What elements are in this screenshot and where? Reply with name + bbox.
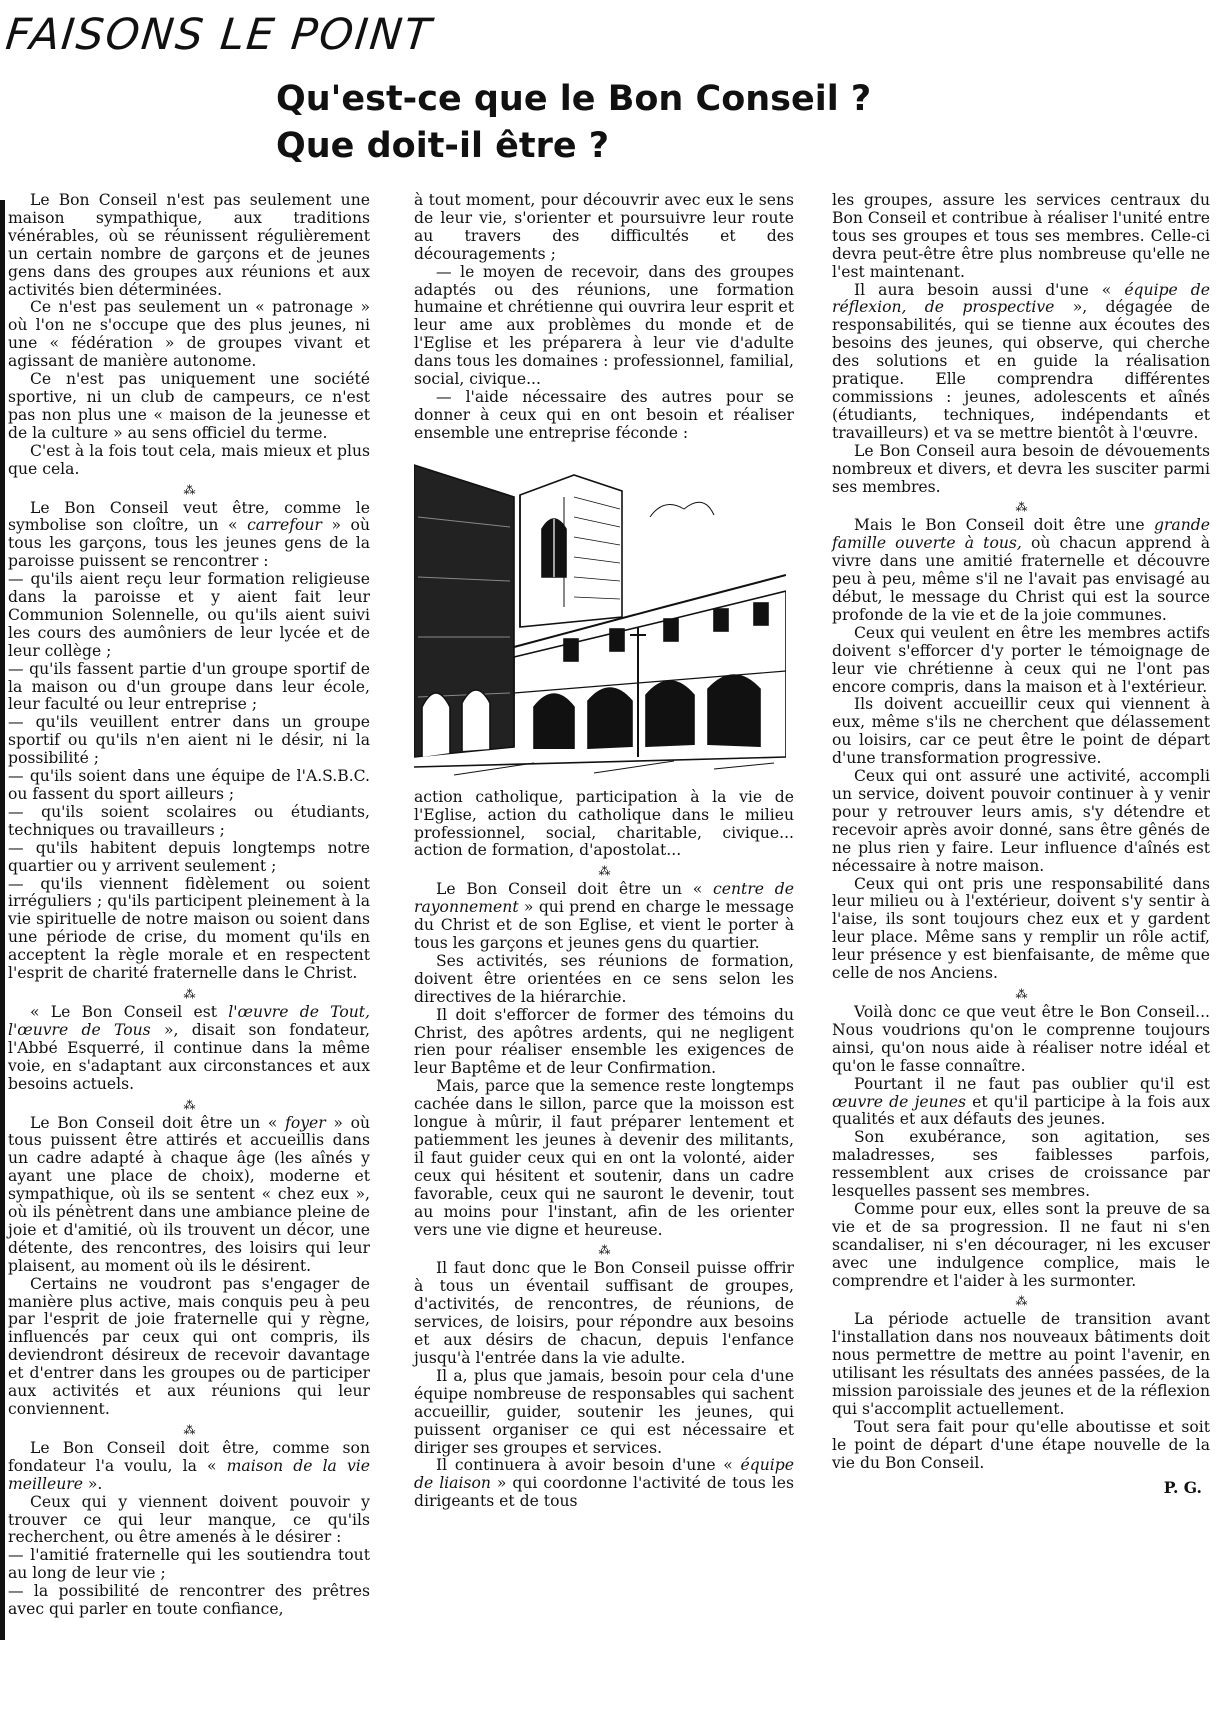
list-item: — le moyen de recevoir, dans des groupes adaptés ou des réunions, une formation humaine et chrétienne qui ouvrira leur esprit et leur ame aux problèmes du monde et de l'Eglise et les préparera à leur vie d'adulte dans tous les domaines : professionnel, familial, social, civique...	[414, 262, 794, 389]
paragraph: « Le Bon Conseil est l'œuvre de Tout, l'œuvre de Tous », disait son fondateur, l'Abbé Esquerré, il continue dans la même voie, en s'adaptant aux circonstances et aux besoins actuels.	[8, 1002, 370, 1093]
paragraph: Mais, parce que la semence reste longtemps cachée dans le sillon, parce que la moisson est longue à mûrir, il faut préparer lentement et patiemment les jeunes à devenir des militants, il faut guider ceux qui en ont la volonté, aider ceux qui hésitent et soutenir, dans un cadre favorable, ceux qui ne sauront le devenir, tout au moins pour l'instant, afin de les orienter vers une vie digne et heureuse.	[414, 1077, 794, 1239]
list-item: — l'aide nécessaire des autres pour se donner à ceux qui en ont besoin et réaliser ensemble une entreprise féconde :	[414, 387, 794, 442]
signature: P. G.	[1163, 1477, 1202, 1497]
paragraph: Le Bon Conseil doit être un « centre de rayonnement » qui prend en charge le message du Christ et de son Eglise, et vient le porter à tous les garçons et jeunes gens du quartier.	[414, 880, 795, 953]
asterism-icon: ⁂	[1015, 1294, 1027, 1309]
paragraph: Ceux qui y viennent doivent pouvoir y trouver ce qui leur manque, ce qu'ils recherchent, ou être amenés à le désirer :	[8, 1492, 370, 1547]
paragraph: Il faut donc que le Bon Conseil puisse offrir à tous un éventail suffisant de groupes, d'activités, de rencontres, de réunions, de services, de loisirs, pour répondre aux besoins et aux désirs de chacun, depuis l'enfance jusqu'à l'entrée dans la vie adulte.	[414, 1259, 794, 1367]
paragraph: Mais le Bon Conseil doit être une grande famille ouverte à tous, où chacun apprend à vivre dans une amitié fraternelle et découvre peu à peu, même s'il ne l'avait pas envisagé au début, le message du Christ qui est la source profonde de la vie et de la joie communes.	[832, 516, 1210, 624]
list-item: — qu'ils soient dans une équipe de l'A.S.B.C. ou fassent du sport ailleurs ;	[8, 767, 370, 803]
asterism-icon: ⁂	[183, 1097, 195, 1112]
paragraph: action catholique, participation à la vie de l'Eglise, action du catholique dans le milieu professionnel, social, charitable, civique... action de formation, d'apostolat...	[414, 787, 794, 860]
paragraph: Ce n'est pas seulement un « patronage » où l'on ne s'occupe que des plus jeunes, ni une « fédération » de groupes vivant et agissant de manière autonome.	[8, 298, 370, 371]
paragraph: Son exubérance, son agitation, ses maladresses, ses faiblesses parfois, ressemblent aux crises de croissance par lesquelles passent ses membres.	[832, 1128, 1210, 1201]
column-3	[832, 192, 1210, 1497]
headline-line-2: Que doit-il être ?	[276, 126, 610, 166]
paragraph: Il a, plus que jamais, besoin pour cela d'une équipe nombreuse de responsables qui sachent accueillir, guider, soutenir les jeunes, qui puissent organiser ce qui est nécessaire et diriger ses groupes et services.	[414, 1366, 794, 1457]
paragraph: Certains ne voudront pas s'engager de manière plus active, mais conquis peu à peu par l'esprit de joie fraternelle qui y règne, influencés par ceux qui ont compris, ils deviendront désireux de recevoir davantage et d'entrer dans les groupes ou de participer aux activités et aux réunions qui leur conviennent.	[8, 1274, 370, 1418]
cloister-illustration	[414, 457, 786, 779]
column-2	[414, 192, 794, 1511]
list-item: — la possibilité de rencontrer des prêtres avec qui parler en toute confiance,	[8, 1582, 370, 1619]
asterism-icon: ⁂	[1015, 500, 1027, 515]
paragraph: Le Bon Conseil n'est pas seulement une maison sympathique, aux traditions vénérables, où se réunissent régulièrement un certain nombre de garçons et de jeunes gens dans des groupes aux réunions et aux activités bien déterminées.	[8, 191, 370, 299]
paragraph: Il aura besoin aussi d'une « équipe de réflexion, de prospective », dégagée de responsabilités, qui se tienne aux écoutes des besoins des jeunes, qui observe, qui cherche des solutions et en guide la réalisation pratique. Elle comprendra différentes commissions : jeunes, adolescents et aînés (étudiants, techniques, indépendants et travailleurs) et va se mettre bientôt à l'œuvre.	[832, 280, 1211, 442]
paragraph: Ceux qui ont assuré une activité, accompli un service, doivent pouvoir continuer à y venir pour y retrouver leurs amis, s'y détendre et recevoir après avoir donné, sans être gênés de ne plus rien y faire. Leur influence d'aînés est nécessaire à notre maison.	[832, 767, 1210, 875]
paragraph: Le Bon Conseil veut être, comme le symbolise son cloître, un « carrefour » où tous les garçons, tous les jeunes gens de la paroisse puissent se rencontrer :	[8, 498, 370, 571]
paragraph: La période actuelle de transition avant l'installation dans nos nouveaux bâtiments doit nous permettre de mettre au point l'avenir, en utilisant les résultats des années passées, de la mission paroissiale des jeunes et de la réflexion qui s'accomplit actuellement.	[832, 1310, 1210, 1418]
paragraph: Ce n'est pas uniquement une société sportive, ni un club de campeurs, ce n'est pas non plus une « maison de la jeunesse et de la culture » au sens officiel du terme.	[8, 370, 370, 442]
asterism-icon: ⁂	[183, 1422, 195, 1437]
paragraph: les groupes, assure les services centraux du Bon Conseil et contribue à réaliser l'unité entre tous ses groupes et tous ses membres. Celle-ci devra peut-être être plus nombreuse qu'elle ne l'est maintenant.	[832, 191, 1210, 281]
paragraph: à tout moment, pour découvrir avec eux le sens de leur vie, s'orienter et poursuivre leur route au travers des difficultés et des découragements ;	[414, 191, 794, 263]
asterism-icon: ⁂	[183, 482, 195, 497]
list-item: — qu'ils soient scolaires ou étudiants, techniques ou travailleurs ;	[8, 802, 370, 839]
paragraph: Tout sera fait pour qu'elle aboutisse et soit le point de départ d'une étape nouvelle de la vie du Bon Conseil.	[832, 1417, 1210, 1472]
paragraph: Le Bon Conseil aura besoin de dévouements nombreux et divers, et devra les susciter parmi ses membres.	[832, 441, 1210, 496]
column-1	[8, 192, 370, 1619]
paragraph: C'est à la fois tout cela, mais mieux et plus que cela.	[8, 441, 370, 478]
list-item: — qu'ils viennent fidèlement ou soient irréguliers ; qu'ils participent pleinement à la vie spirituelle de notre maison ou soient dans une période de crise, du moment qu'ils en acceptent la règle morale et en respectent l'esprit de charité fraternelle dans le Christ.	[8, 874, 370, 983]
asterism-icon: ⁂	[1015, 986, 1027, 1001]
list-item: — l'amitié fraternelle qui les soutiendra tout au long de leur vie ;	[8, 1546, 370, 1583]
paragraph: Pourtant il ne faut pas oublier qu'il est œuvre de jeunes et qu'il participe à la fois aux qualités et aux défauts des jeunes.	[832, 1074, 1210, 1129]
article-headline	[276, 76, 1036, 170]
list-item: — qu'ils habitent depuis longtemps notre quartier ou y arrivent seulement ;	[8, 838, 370, 875]
paragraph: Voilà donc ce que veut être le Bon Conseil... Nous voudrions qu'on le comprenne toujours ainsi, qu'on nous aide à réaliser notre idéal et qu'on le fasse connaître.	[832, 1002, 1210, 1075]
list-item: — qu'ils aient reçu leur formation religieuse dans la paroisse et y aient fait leur Communion Solennelle, ou qu'ils aient suivi les cours des aumôniers de leur lycée et de leur collège ;	[8, 570, 370, 660]
paragraph: Ceux qui ont pris une responsabilité dans leur milieu ou à l'extérieur, doivent s'y sentir à l'aise, ils sont toujours chez eux et y gardent leur place. Même sans y remplir un rôle actif, leur présence y est bienfaisante, de même que celle de nos Anciens.	[832, 874, 1210, 983]
paragraph: Il continuera à avoir besoin d'une « équipe de liaison » qui coordonne l'activité de tous les dirigeants et de tous	[414, 1456, 794, 1511]
paragraph: Comme pour eux, elles sont la preuve de sa vie et de sa progression. Il ne faut ni s'en scandaliser, ni s'en décourager, ni les excuser avec une indulgence complice, mais le comprendre et l'aider à les surmonter.	[832, 1199, 1210, 1290]
list-item: — qu'ils fassent partie d'un groupe sportif de la maison ou d'un groupe dans leur école, leur faculté ou leur entreprise ;	[8, 659, 370, 714]
paragraph: Ceux qui veulent en être les membres actifs doivent s'efforcer d'y porter le témoignage de leur vie chrétienne à ceux qui ne l'ont pas encore compris, dans la maison et à l'extérieur.	[832, 623, 1210, 696]
paragraph: Ses activités, ses réunions de formation, doivent être orientées en ce sens selon les directives de la hiérarchie.	[414, 951, 794, 1006]
scan-edge	[0, 200, 5, 1640]
asterism-icon: ⁂	[598, 864, 610, 879]
headline-line-1: Qu'est-ce que le Bon Conseil ?	[276, 79, 872, 119]
paragraph: Il doit s'efforcer de former des témoins du Christ, des apôtres ardents, qui ne negligent rien pour réaliser ensemble les exigences de leur Baptême et de leur Confirmation.	[414, 1005, 794, 1078]
asterism-icon: ⁂	[598, 1243, 610, 1258]
list-item: — qu'ils veuillent entrer dans un groupe sportif ou qu'ils n'en aient ni le désir, ni la possibilité ;	[8, 713, 370, 768]
asterism-icon: ⁂	[183, 986, 195, 1001]
section-rubric: FAISONS LE POINT	[3, 10, 435, 60]
paragraph: Ils doivent accueillir ceux qui viennent à eux, même s'ils ne cherchent que délassement ou loisirs, car ce peut être le point de départ d'une transformation progressive.	[832, 695, 1210, 768]
paragraph: Le Bon Conseil doit être, comme son fondateur l'a voulu, la « maison de la vie meilleure ».	[8, 1438, 370, 1493]
paragraph: Le Bon Conseil doit être un « foyer » où tous puissent être attirés et accueillis dans un cadre adapté à chaque âge (les aînés y ayant une place de choix), moderne et sympathique, où ils se sentent « chez eux », où ils pénètrent dans une ambiance pleine de joie et d'amitié, où ils trouvent un décor, une détente, des rencontres, des loisirs qui leur plaisent, au moment où ils le désirent.	[8, 1113, 371, 1275]
